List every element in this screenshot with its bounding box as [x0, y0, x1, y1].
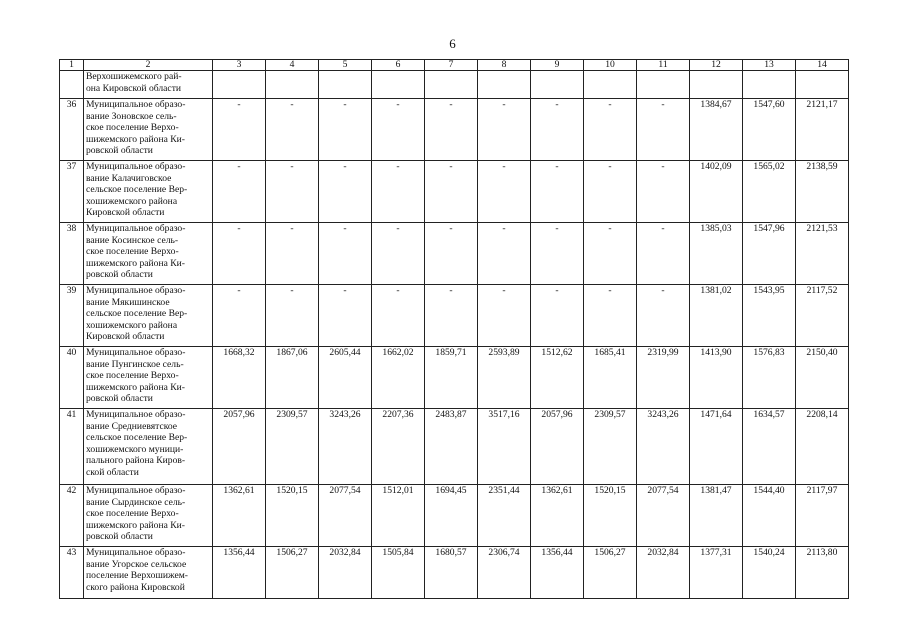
value-cell: 1356,44 [213, 547, 266, 599]
table-row [60, 347, 849, 409]
row-number: 38 [60, 223, 84, 285]
value-cell: 1356,44 [531, 547, 584, 599]
value-cell: 1520,15 [266, 485, 319, 547]
value-cell: 2138,59 [796, 161, 849, 223]
value-cell: 1859,71 [425, 347, 478, 409]
value-cell: - [478, 161, 531, 223]
row-number: 42 [60, 485, 84, 547]
tariff-table [59, 59, 849, 599]
value-cell: - [372, 99, 425, 161]
value-cell: - [319, 99, 372, 161]
value-cell: - [266, 161, 319, 223]
value-cell: 3517,16 [478, 409, 531, 485]
value-cell: 1506,27 [266, 547, 319, 599]
value-cell: - [478, 99, 531, 161]
value-cell: 1381,47 [690, 485, 743, 547]
value-cell: - [637, 285, 690, 347]
value-cell: - [319, 285, 372, 347]
page-number: 6 [449, 36, 456, 51]
value-cell: 1362,61 [531, 485, 584, 547]
value-cell: 2077,54 [319, 485, 372, 547]
value-cell: - [478, 223, 531, 285]
municipality-name: Верхошижемского рай- она Кировской области [84, 71, 213, 99]
table-row [60, 485, 849, 547]
value-cell: 1543,95 [743, 285, 796, 347]
column-header: 3 [213, 60, 266, 71]
value-cell: - [584, 285, 637, 347]
value-cell [531, 71, 584, 99]
value-cell [266, 71, 319, 99]
value-cell [372, 71, 425, 99]
row-number [60, 71, 84, 99]
row-number: 40 [60, 347, 84, 409]
value-cell: 2121,53 [796, 223, 849, 285]
value-cell: 2306,74 [478, 547, 531, 599]
table-row [60, 99, 849, 161]
value-cell: 3243,26 [637, 409, 690, 485]
value-cell: - [213, 161, 266, 223]
value-cell: - [531, 161, 584, 223]
value-cell: - [266, 223, 319, 285]
municipality-name: Муниципальное образо- вание Средниевятское сельское поселение Вер- хошижемского муници- пального района Киров- ской области [84, 409, 213, 485]
value-cell: 1384,67 [690, 99, 743, 161]
value-cell: 1471,64 [690, 409, 743, 485]
value-cell: 2208,14 [796, 409, 849, 485]
value-cell: 3243,26 [319, 409, 372, 485]
municipality-name: Муниципальное образо- вание Мякишинское сельское поселение Вер- хошижемского района Кировской области [84, 285, 213, 347]
value-cell: - [637, 223, 690, 285]
municipality-name: Муниципальное образо- вание Сырдинское сель- ское поселение Верхо- шижемского района Ки- ровской области [84, 485, 213, 547]
value-cell: 1680,57 [425, 547, 478, 599]
value-cell: 2593,89 [478, 347, 531, 409]
column-header: 8 [478, 60, 531, 71]
value-cell [213, 71, 266, 99]
value-cell: 1377,31 [690, 547, 743, 599]
continuation-row [60, 71, 849, 99]
value-cell: - [372, 161, 425, 223]
value-cell: 1544,40 [743, 485, 796, 547]
value-cell: 1506,27 [584, 547, 637, 599]
column-header: 7 [425, 60, 478, 71]
column-header: 4 [266, 60, 319, 71]
value-cell: 2077,54 [637, 485, 690, 547]
value-cell: 1362,61 [213, 485, 266, 547]
value-cell: 1547,96 [743, 223, 796, 285]
column-header: 9 [531, 60, 584, 71]
value-cell: 1512,62 [531, 347, 584, 409]
table-row [60, 285, 849, 347]
value-cell: 1402,09 [690, 161, 743, 223]
value-cell: - [372, 285, 425, 347]
value-cell: 2207,36 [372, 409, 425, 485]
value-cell: 2483,87 [425, 409, 478, 485]
value-cell: - [425, 99, 478, 161]
value-cell: - [266, 285, 319, 347]
value-cell: - [637, 99, 690, 161]
value-cell [425, 71, 478, 99]
column-header: 10 [584, 60, 637, 71]
value-cell [584, 71, 637, 99]
value-cell: - [531, 223, 584, 285]
value-cell: - [478, 285, 531, 347]
value-cell: 2117,52 [796, 285, 849, 347]
municipality-name: Муниципальное образо- вание Пунгинское сель- ское поселение Верхо- шижемского района Ки- ровской области [84, 347, 213, 409]
value-cell: - [319, 223, 372, 285]
column-header: 1 [60, 60, 84, 71]
header-row [60, 60, 849, 71]
column-header: 13 [743, 60, 796, 71]
value-cell: 2121,17 [796, 99, 849, 161]
value-cell: - [213, 223, 266, 285]
value-cell: 1565,02 [743, 161, 796, 223]
value-cell [690, 71, 743, 99]
table-row [60, 161, 849, 223]
value-cell: 2032,84 [637, 547, 690, 599]
value-cell: 1685,41 [584, 347, 637, 409]
municipality-name: Муниципальное образо- вание Косинское сель- ское поселение Верхо- шижемского района Ки- ровской области [84, 223, 213, 285]
value-cell: 2032,84 [319, 547, 372, 599]
value-cell [319, 71, 372, 99]
column-header: 5 [319, 60, 372, 71]
column-header: 11 [637, 60, 690, 71]
value-cell: 1385,03 [690, 223, 743, 285]
value-cell: 2057,96 [531, 409, 584, 485]
value-cell: 1547,60 [743, 99, 796, 161]
value-cell: - [584, 99, 637, 161]
value-cell: 1505,84 [372, 547, 425, 599]
value-cell: - [213, 285, 266, 347]
value-cell: 1576,83 [743, 347, 796, 409]
municipality-name: Муниципальное образо- вание Зоновское сель- ское поселение Верхо- шижемского района Ки- ровской области [84, 99, 213, 161]
row-number: 43 [60, 547, 84, 599]
column-header: 14 [796, 60, 849, 71]
value-cell: 1540,24 [743, 547, 796, 599]
column-header: 6 [372, 60, 425, 71]
value-cell [743, 71, 796, 99]
value-cell: 1512,01 [372, 485, 425, 547]
value-cell: 1381,02 [690, 285, 743, 347]
value-cell: 2605,44 [319, 347, 372, 409]
value-cell: - [266, 99, 319, 161]
value-cell: 2117,97 [796, 485, 849, 547]
table-row [60, 547, 849, 599]
municipality-name: Муниципальное образо- вание Калачиговское сельское поселение Вер- хошижемского района Кировской области [84, 161, 213, 223]
row-number: 36 [60, 99, 84, 161]
column-header: 2 [84, 60, 213, 71]
value-cell: 1694,45 [425, 485, 478, 547]
value-cell [637, 71, 690, 99]
table-row [60, 223, 849, 285]
value-cell: 2319,99 [637, 347, 690, 409]
value-cell: 1662,02 [372, 347, 425, 409]
value-cell: 2309,57 [584, 409, 637, 485]
value-cell: 2057,96 [213, 409, 266, 485]
value-cell: - [531, 99, 584, 161]
value-cell: - [372, 223, 425, 285]
table-row [60, 409, 849, 485]
column-header: 12 [690, 60, 743, 71]
value-cell: - [637, 161, 690, 223]
value-cell: 1867,06 [266, 347, 319, 409]
value-cell: 2309,57 [266, 409, 319, 485]
value-cell: - [584, 161, 637, 223]
value-cell: - [425, 223, 478, 285]
value-cell: 1413,90 [690, 347, 743, 409]
value-cell: - [319, 161, 372, 223]
value-cell [478, 71, 531, 99]
value-cell: 1668,32 [213, 347, 266, 409]
value-cell: - [531, 285, 584, 347]
row-number: 41 [60, 409, 84, 485]
value-cell: - [425, 285, 478, 347]
row-number: 39 [60, 285, 84, 347]
value-cell: 2150,40 [796, 347, 849, 409]
value-cell: 2351,44 [478, 485, 531, 547]
value-cell: - [584, 223, 637, 285]
value-cell: 1520,15 [584, 485, 637, 547]
value-cell [796, 71, 849, 99]
municipality-name: Муниципальное образо- вание Угорское сельское поселение Верхошижем- ского района Кировской [84, 547, 213, 599]
value-cell: - [213, 99, 266, 161]
value-cell: 1634,57 [743, 409, 796, 485]
value-cell: - [425, 161, 478, 223]
row-number: 37 [60, 161, 84, 223]
value-cell: 2113,80 [796, 547, 849, 599]
